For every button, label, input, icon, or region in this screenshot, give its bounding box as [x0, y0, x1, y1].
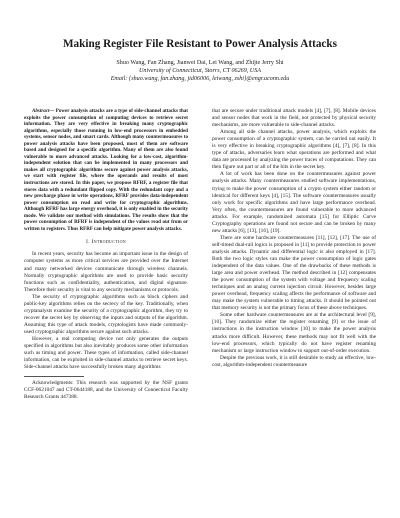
author-list: Shuo Wang, Fan Zhang, Jianwei Dai, Lei Wang, and Zhijie Jerry Shi: [116, 60, 284, 67]
paragraph: However, a real computing device not only generates the outputs specified in algorithms but also inevitably produces some other information such as timing and power. These types of information, called side-channel information, can be exploited in side-channel attacks to retrieve secret keys. Side-channel attacks have successfully broken many algorithms: [24, 336, 188, 371]
paragraph: that are secure under traditional attack models [4], [7], [8]. Mobile devices and sensor nodes that work in the field, not protected by physical security mechanisms, are more vulnerable to side-channel attacks.: [212, 108, 376, 129]
paper-header: [24, 38, 376, 83]
left-column: [24, 108, 188, 401]
section-heading-introduction: I. Introduction: [86, 239, 126, 246]
abstract-lead: Abstract—: [32, 108, 55, 114]
paragraph: A lot of work has been done on the countermeasures against power analysis attacks. Many countermeasures studied software implementations, trying to make the power consumption of a crypto system either random or identical for different keys [4], [15]. The software countermeasures usually only work for specific algorithms and have large performance overhead. Very often, the countermeasures are found vulnerable to more advanced attacks. For example, randomized automata [15] for Elliptic Curve Cryptography operations are found not secure and can be broken by many new attacks [6], [13], [16], [19].: [212, 171, 376, 234]
footnote-divider: [24, 376, 84, 377]
acknowledgment-footnote: Acknowledgments: This research was supported by the NSF grants CCF-0621047 and CT-0644188, and the University of Connecticut Faculty Research Grants 447388.: [24, 380, 188, 401]
affiliation: University of Connecticut, Storrs, CT 06269, USA: [139, 68, 261, 75]
abstract: [24, 108, 188, 232]
author-email: Email: {shuo.wang, fan.zhang, jid06006, leiwang, zshi}@engr.uconn.edu: [110, 75, 290, 82]
paragraph: There are some hardware countermeasures [11], [12], [17]. The use of self-timed dual-rail logics is proposed in [11] to provide protection to power analysis attacks. Dynamic and differential logic is also employed in [17]. Both the two logic styles can make the power consumption of logic gates independent of the data values. One of the drawbacks of these methods is large area and power overhead. The method described in [12] compensates the power consumption of the system with voltage and frequency scaling techniques and an analog current injection circuit. However, besides large power overhead, frequency scaling affects the performance of software and may make the system vulnerable to timing attacks. It should be pointed out that memory security is not the primary focus of these above techniques.: [212, 234, 376, 312]
paper-title: Making Register File Resistant to Power Analysis Attacks: [63, 38, 337, 50]
right-column: [212, 108, 376, 369]
paragraph: In recent years, security has become an important issue in the design of computer systems as more critical services are provided over the Internet and many networked devices communicate through wireless channels. Normally cryptographic algorithms are used to provide basic security functions such as confidentiality, authentication, and digital signature. Therefore their security is vital to any security mechanisms or protocols.: [24, 251, 188, 293]
paragraph: The security of cryptographic algorithms such as block ciphers and public-key algorithms relies on the secrecy of the key. Traditionally, when cryptanalysts examine the security of a cryptographic algorithm, they try to recover the secret key by observing the inputs and outputs of the algorithm. Assuming this type of attack models, cryptologists have made commonly-used cryptographic algorithms secure against such attacks.: [24, 293, 188, 335]
abstract-text: Power analysis attacks are a type of side-channel attacks that exploits the power consumption of computing devices to retrieve secret information. They are very effective in breaking many cryptographic algorithms, especially those running in low-end processors in embedded systems, sensor nodes, and smart cards. Although many countermeasures to power analysis attacks have been proposed, most of them are software based and designed for a specific algorithm. Many of them are also found vulnerable to more advanced attacks. Looking for a low-cost, algorithm-independent solution that can be implemented in many processors and makes all cryptographic algorithms secure against power analysis attacks, we start with register file, where the operands and results of most instructions are stored. In this paper, we propose RFRF, a register file that stores data with a redundant flipped copy. With the redundant copy and a new precharge phase in write operations, RFRF provides data-independent power consumption on read and write for cryptographic algorithms. Although RFRF has large energy overhead, it is only enabled in the security mode. We validate our method with simulations. The results show that the power consumption of RFRF is independent of the values read out from or written to registers. Thus RFRF can help mitigate power analysis attacks.: [24, 108, 188, 232]
paragraph: Despite the previous work, it is still desirable to study an effective, low-cost, algorithm-independent countermeasure: [212, 354, 376, 368]
paragraph: Among all side channel attacks, power analysis, which exploits the power consumption of a cryptographic system, can be carried out easily. It is very effective in breaking cryptographic algorithms [4], [7], [8]. In this type of attacks, adversaries learn what operations are performed and what data are processed by analyzing the power traces of computations. They can then figure out part or all of the bits in the secret key.: [212, 129, 376, 171]
paragraph: Some other hardware countermeasures are at the architectural level [9], [10]. They randomize either the register renaming [9] or the issue of instructions in the instruction window [10] to make the power analysis attacks more difficult. However, these methods may not fit well with the low-end processors, which typically do not have register renaming mechanism or large instruction window to support out-of-order execution.: [212, 312, 376, 354]
